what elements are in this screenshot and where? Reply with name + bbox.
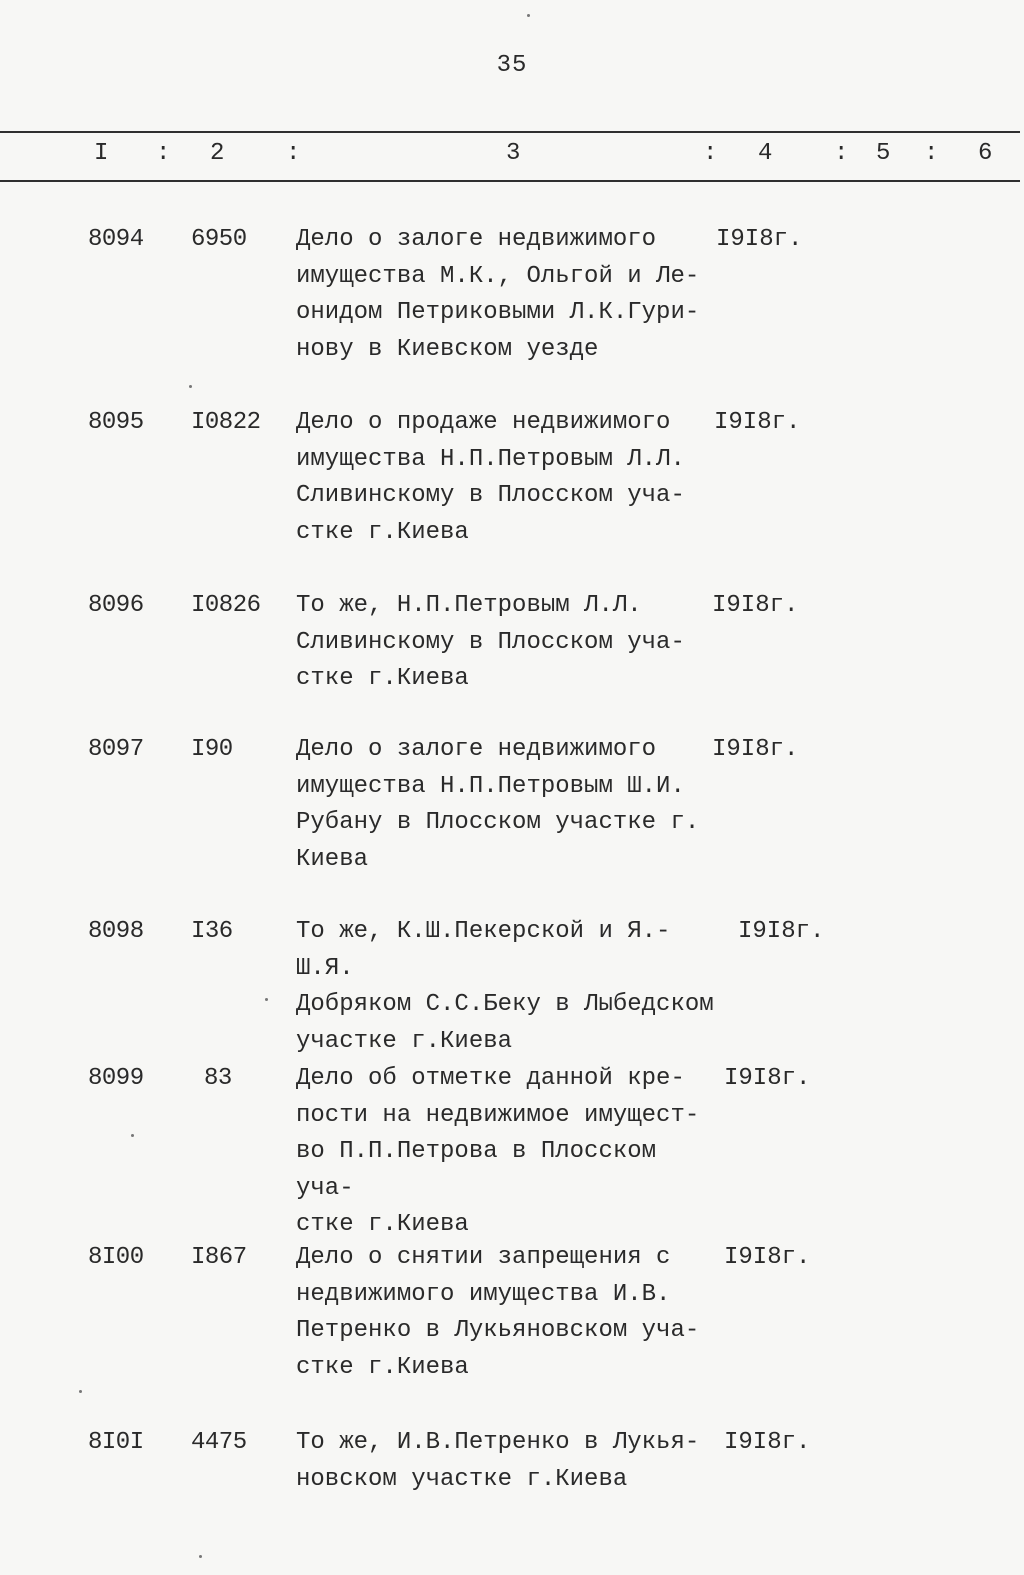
header-top-rule: [0, 131, 1020, 133]
file-number: I36: [191, 918, 233, 945]
col-header-3: 3: [506, 140, 521, 167]
entry-number: 8095: [88, 409, 144, 436]
entry-year: I9I8г.: [716, 226, 803, 253]
entry-title: То же, И.В.Петренко в Лукья- новском участке г.Киева: [296, 1429, 700, 1493]
entry-number: 8099: [88, 1065, 144, 1092]
entry-number: 8094: [88, 226, 144, 253]
entry-year: I9I8г.: [738, 918, 825, 945]
col-header-2: 2: [210, 140, 225, 167]
scan-speck: [265, 998, 268, 1001]
col-separator: :: [924, 140, 939, 167]
entry-year: I9I8г.: [712, 736, 799, 763]
entry-title: Дело об отметке данной кре- пости на недвижимое имущест- во П.П.Петрова в Плосском уча- стке г.Киева: [296, 1065, 700, 1238]
entry-year: I9I8г.: [724, 1244, 811, 1271]
header-bottom-rule: [0, 180, 1020, 182]
entry-year: I9I8г.: [724, 1429, 811, 1456]
entry-title: Дело о залоге недвижимого имущества М.К., Ольгой и Ле- онидом Петриковыми Л.К.Гури- нову в Киевском уезде: [296, 226, 700, 363]
col-header-6: 6: [978, 140, 993, 167]
page-number: 35: [496, 52, 528, 79]
file-number: I0826: [191, 592, 261, 619]
file-number: 4475: [191, 1429, 247, 1456]
file-number: 83: [204, 1065, 232, 1092]
entry-year: I9I8г.: [724, 1065, 811, 1092]
scan-speck: [131, 1134, 134, 1137]
col-separator: :: [156, 140, 171, 167]
entry-number: 8I00: [88, 1244, 144, 1271]
col-separator: :: [286, 140, 301, 167]
col-header-5: 5: [876, 140, 891, 167]
scan-speck: [199, 1555, 202, 1558]
file-number: I90: [191, 736, 233, 763]
scan-speck: [79, 1390, 82, 1393]
entry-year: I9I8г.: [712, 592, 799, 619]
col-header-4: 4: [758, 140, 773, 167]
entry-number: 8098: [88, 918, 144, 945]
scan-speck: [527, 14, 530, 17]
entry-number: 8I0I: [88, 1429, 144, 1456]
entry-title: То же, К.Ш.Пекерской и Я.-Ш.Я. Добряком С.С.Беку в Лыбедском участке г.Киева: [296, 918, 714, 1055]
file-number: I0822: [191, 409, 261, 436]
entry-number: 8096: [88, 592, 144, 619]
entry-title: Дело о снятии запрещения с недвижимого имущества И.В. Петренко в Лукьяновском уча- стке г.Киева: [296, 1244, 700, 1381]
scan-speck: [189, 385, 192, 388]
entry-number: 8097: [88, 736, 144, 763]
entry-title: Дело о залоге недвижимого имущества Н.П.Петровым Ш.И. Рубану в Плосском участке г. Киева: [296, 736, 700, 873]
entry-title: Дело о продаже недвижимого имущества Н.П.Петровым Л.Л. Сливинскому в Плосском уча- стке г.Киева: [296, 409, 685, 546]
column-header-row: [0, 140, 1024, 174]
file-number: I867: [191, 1244, 247, 1271]
col-separator: :: [703, 140, 718, 167]
file-number: 6950: [191, 226, 247, 253]
entry-title: То же, Н.П.Петровым Л.Л. Сливинскому в Плосском уча- стке г.Киева: [296, 592, 685, 692]
col-separator: :: [834, 140, 849, 167]
col-header-1: I: [94, 140, 109, 167]
entry-year: I9I8г.: [714, 409, 801, 436]
